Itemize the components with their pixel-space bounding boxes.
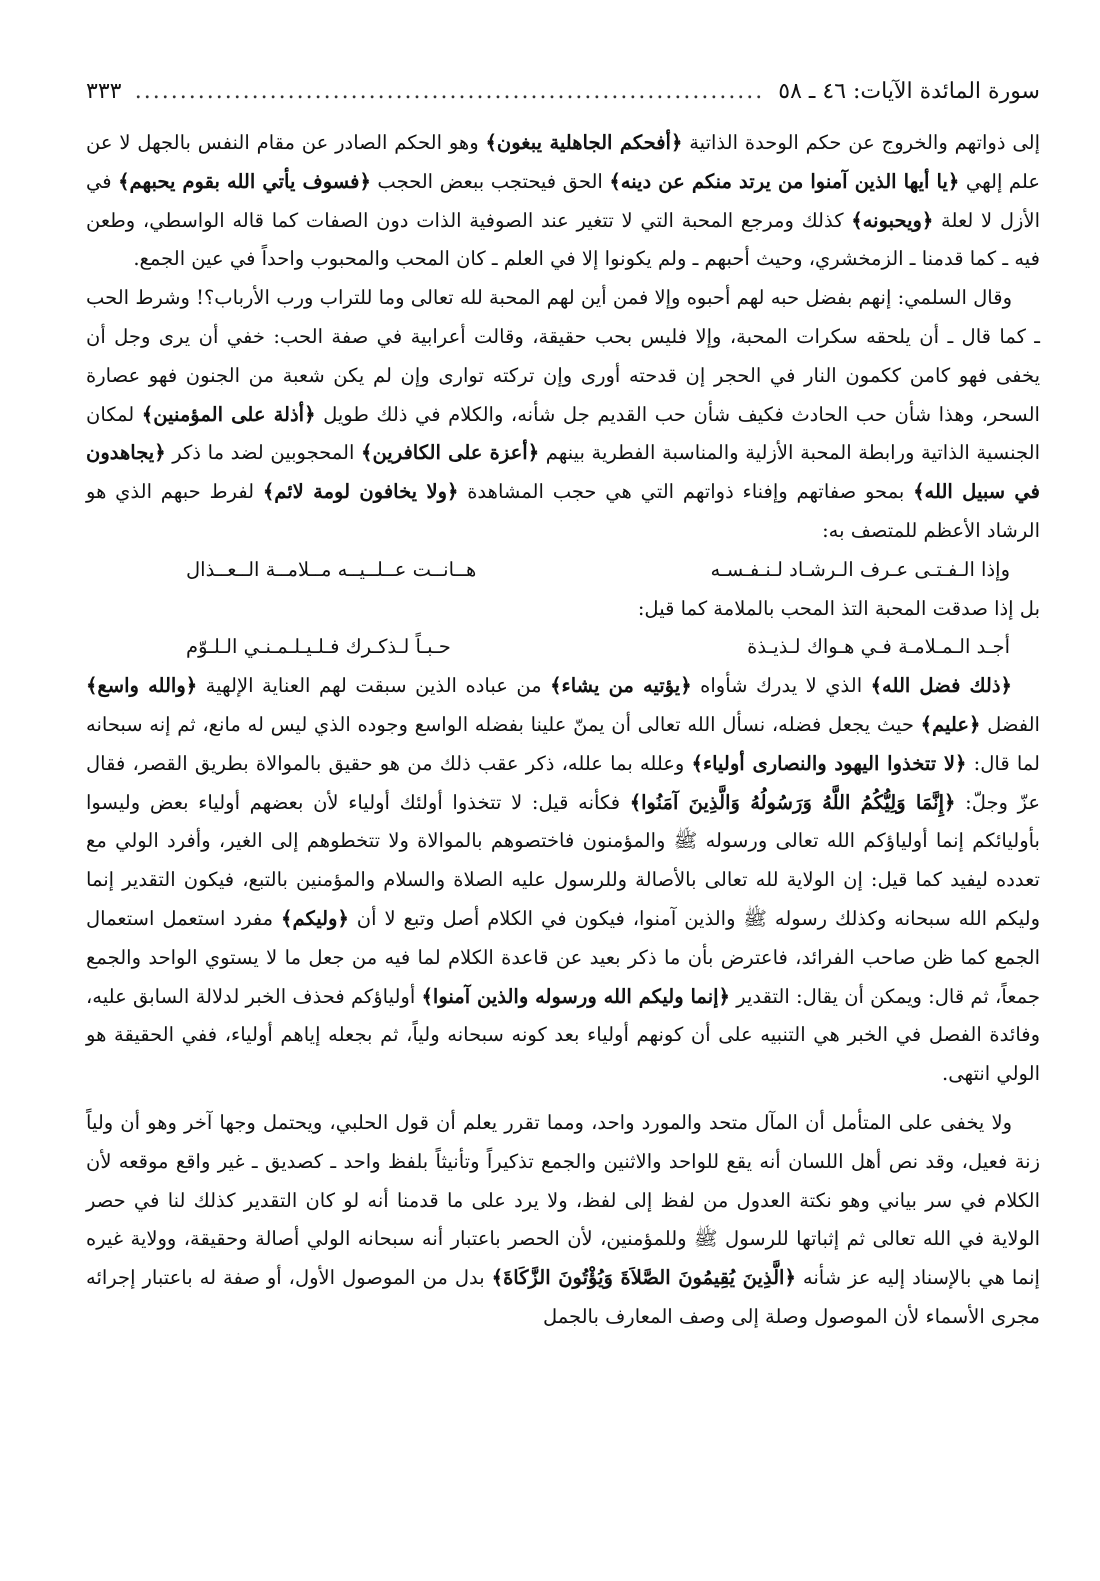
- quran-quote: ﴿الَّذِينَ يُقِيمُونَ الصَّلاَةَ وَيُؤْتُونَ الزَّكَاةَ﴾: [491, 1266, 796, 1290]
- text-run: من عباده الذين سبقت لهم العناية الإلهية: [197, 674, 551, 698]
- quran-quote: ﴿ولا يخافون لومة لائم﴾: [262, 480, 459, 504]
- paragraph: [86, 1104, 1040, 1337]
- verse-line: [86, 551, 1040, 590]
- quran-quote: ﴿يجاهدون في سبيل الله﴾: [86, 441, 1041, 504]
- text-run: وهو الحكم الصادر عن مقام النفس بالجهل لا عن علم إلهي: [86, 131, 1040, 193]
- quran-quote: ﴿فسوف يأتي الله بقوم يحبهم﴾: [118, 169, 371, 193]
- dotted-leader: [135, 78, 764, 106]
- quran-quote: ﴿إِنَّمَا وَلِيُّكُمُ اللَّهُ وَرَسُولُهُ وَالَّذِينَ آمَنُوا﴾: [629, 790, 956, 814]
- quran-quote: ﴿يؤتيه من يشاء﴾: [550, 674, 692, 698]
- text-run: وقال السلمي: إنهم بفضل حبه لهم أحبوه وإلا فمن أين لهم المحبة لله تعالى وما للتراب ورب الأرباب؟! وشرط الحب ـ كما قال ـ أن يلحقه سكرات المحبة، وإلا فليس بحب حقيقة، وقالت أعرابية في صفة الحب: خفي أن يرى وجل أن يخفى فهو كامن ككمون النار في الحجر إن قدحته أورى وإن تركته توارى وإن لم يكن شعبة من الجنون فهو عصارة السحر، وهذا شأن حب الحادث فكيف شأن حب القديم جل شأنه، والكلام في ذلك طويل: [86, 286, 1040, 426]
- verse-first-hemistich: وإذا الـفـتـى عـرف الـرشـاد لـنـفـسـه: [710, 557, 1010, 581]
- text-run: الذي لا يدرك شأواه: [691, 674, 871, 698]
- bridge-line: بل إذا صدقت المحبة التذ المحب بالملامة كما قيل:: [637, 596, 1040, 620]
- text-run: إلى ذواتهم والخروج عن حكم الوحدة الذاتية: [682, 131, 1040, 154]
- quran-quote: ﴿أفحكم الجاهلية يبغون﴾: [485, 131, 683, 154]
- quran-quote: ﴿ويحبونه﴾: [851, 208, 934, 232]
- text-run: لمكان الجنسية الذاتية ورابطة المحبة الأزلية والمناسبة الفطرية بينهم: [86, 402, 1040, 465]
- paragraph: [86, 667, 1040, 1094]
- text-run: مفرد استعمل استعمال الجمع كما ظن صاحب الفرائد، فاعترض بأن ما ذكر بعيد عن قاعدة الكلام لما فيه من جعل ما لا يستوي الواحد والجمع جمعاً، ثم قال: ويمكن أن يقال: التقدير: [86, 906, 1041, 1008]
- text-run: فكأنه قيل: لا تتخذوا أولئك أولياء لأن بعضهم أولياء بعض وليسوا بأوليائكم إنما أولياؤكم الله تعالى ورسوله ﷺ والمؤمنون فاختصوهم بالموالاة ولا تتخطوهم إلى الغير، وأفرد الولي مع تعدده ليفيد كما قيل: إن الولاية لله تعالى بالأصالة وللرسول عليه الصلاة والسلام والمؤمنين بالتبع، فيكون التقدير إنما وليكم الله سبحانه وكذلك رسوله ﷺ والذين آمنوا، فيكون في الكلام أصل وتبع لا أن: [86, 790, 1040, 930]
- verse-line: [86, 628, 1040, 667]
- quran-quote: ﴿وليكم﴾: [281, 906, 349, 930]
- quran-quote: ﴿أعزة على الكافرين﴾: [361, 441, 540, 465]
- text-run: وعلله بما علله، ذكر عقب ذلك من هو حقيق بالموالاة بطريق القصر، فقال عزّ وجلّ:: [86, 751, 1041, 814]
- running-header: [86, 78, 1040, 106]
- text-run: كذلك ومرجع المحبة التي لا تتغير عند الصوفية الذات دون الصفات كما قاله الواسطي، وطعن فيه ـ كما قدمنا ـ الزمخشري، وحيث أحبهم ـ ولم يكونوا إلا في العلم ـ كان المحب والمحبوب واحداً في عين الجمع.: [86, 208, 1040, 271]
- text-run: المحجوبين لضد ما ذكر: [165, 441, 362, 465]
- quran-quote: ﴿أذلة على المؤمنين﴾: [141, 402, 316, 426]
- chapter-title: سورة المائدة الآيات: ٤٦ ـ ٥٨: [778, 79, 1040, 104]
- paragraph: [86, 124, 1040, 279]
- text-run: بمحو صفاتهم وإفناء ذواتهم التي هي حجب المشاهدة: [458, 480, 914, 504]
- text-run: ولا يخفى على المتأمل أن المآل متحد والمورد واحد، ومما تقرر يعلم أن قول الحلبي، ويحتمل وجها آخر وهو أن ولياً زنة فعيل، وقد نص أهل اللسان أنه يقع للواحد والاثنين والجمع تذكيراً وتأنيثاً بلفظ واحد ـ كصديق ـ غير واقع موقعه لأن الكلام في سر بياني وهو نكتة العدول من لفظ إلى لفظ، ولا يرد على ما قدمنا أنه لو كان التقدير كذلك لنا في حصر الولاية في الله تعالى ثم إثباتها للرسول ﷺ وللمؤمنين، لأن الحصر باعتبار أنه سبحانه الولي أصالة وحقيقة، وولاية غيره إنما هي بالإسناد إليه عز شأنه: [86, 1110, 1041, 1290]
- verse-second-hemistich: هــانــت عــلــيــه مــلامــة الــعــذال: [186, 557, 477, 581]
- quran-quote: ﴿عليم﴾: [920, 712, 981, 736]
- quran-quote: ﴿لا تتخذوا اليهود والنصارى أولياء﴾: [691, 751, 967, 775]
- paragraph: [86, 279, 1040, 551]
- main-text: [86, 124, 1040, 1337]
- text-run: حيث يجعل فضله، نسأل الله تعالى أن يمنّ علينا بفضله الواسع وجوده الذي ليس له مانع، ثم إنه سبحانه لما قال:: [86, 712, 1040, 775]
- text-run: لفرط حبهم الذي هو الرشاد الأعظم للمتصف به:: [86, 480, 1040, 542]
- text-run: أولياؤكم فحذف الخبر لدلالة السابق عليه، وفائدة الفصل في الخبر هي التنبيه على أن كونهم أولياء بعد كونه سبحانه ولياً، ثم بجعله إياهم أولياء، ففي الحقيقة هو الولي انتهى.: [86, 984, 1040, 1086]
- text-run: في الأزل لا لعلة: [86, 169, 1040, 232]
- text-run: بدل من الموصول الأول، أو صفة له باعتبار إجرائه مجرى الأسماء لأن الموصول وصلة إلى وصف المعارف بالجمل: [86, 1266, 1040, 1328]
- quran-quote: ﴿يا أيها الذين آمنوا من يرتد منكم عن دينه﴾: [609, 169, 960, 193]
- text-run: الفضل: [980, 712, 1040, 736]
- text-run: الحق فيحتجب ببعض الحجب: [370, 169, 610, 193]
- verse-second-hemistich: حـبـاً لـذكـرك فـلـيـلـمـنـي الـلـوّم: [186, 635, 451, 659]
- verse-first-hemistich: أجـد الـمـلامـة فـي هـواك لـذيـذة: [747, 635, 1010, 659]
- quran-quote: ﴿ذلك فضل الله﴾: [870, 674, 1012, 698]
- quran-quote: ﴿والله واسع﴾: [86, 674, 198, 698]
- page-number: ٣٣٣: [86, 79, 122, 104]
- quran-quote: ﴿إنما وليكم الله ورسوله والذين آمنوا﴾: [421, 984, 730, 1008]
